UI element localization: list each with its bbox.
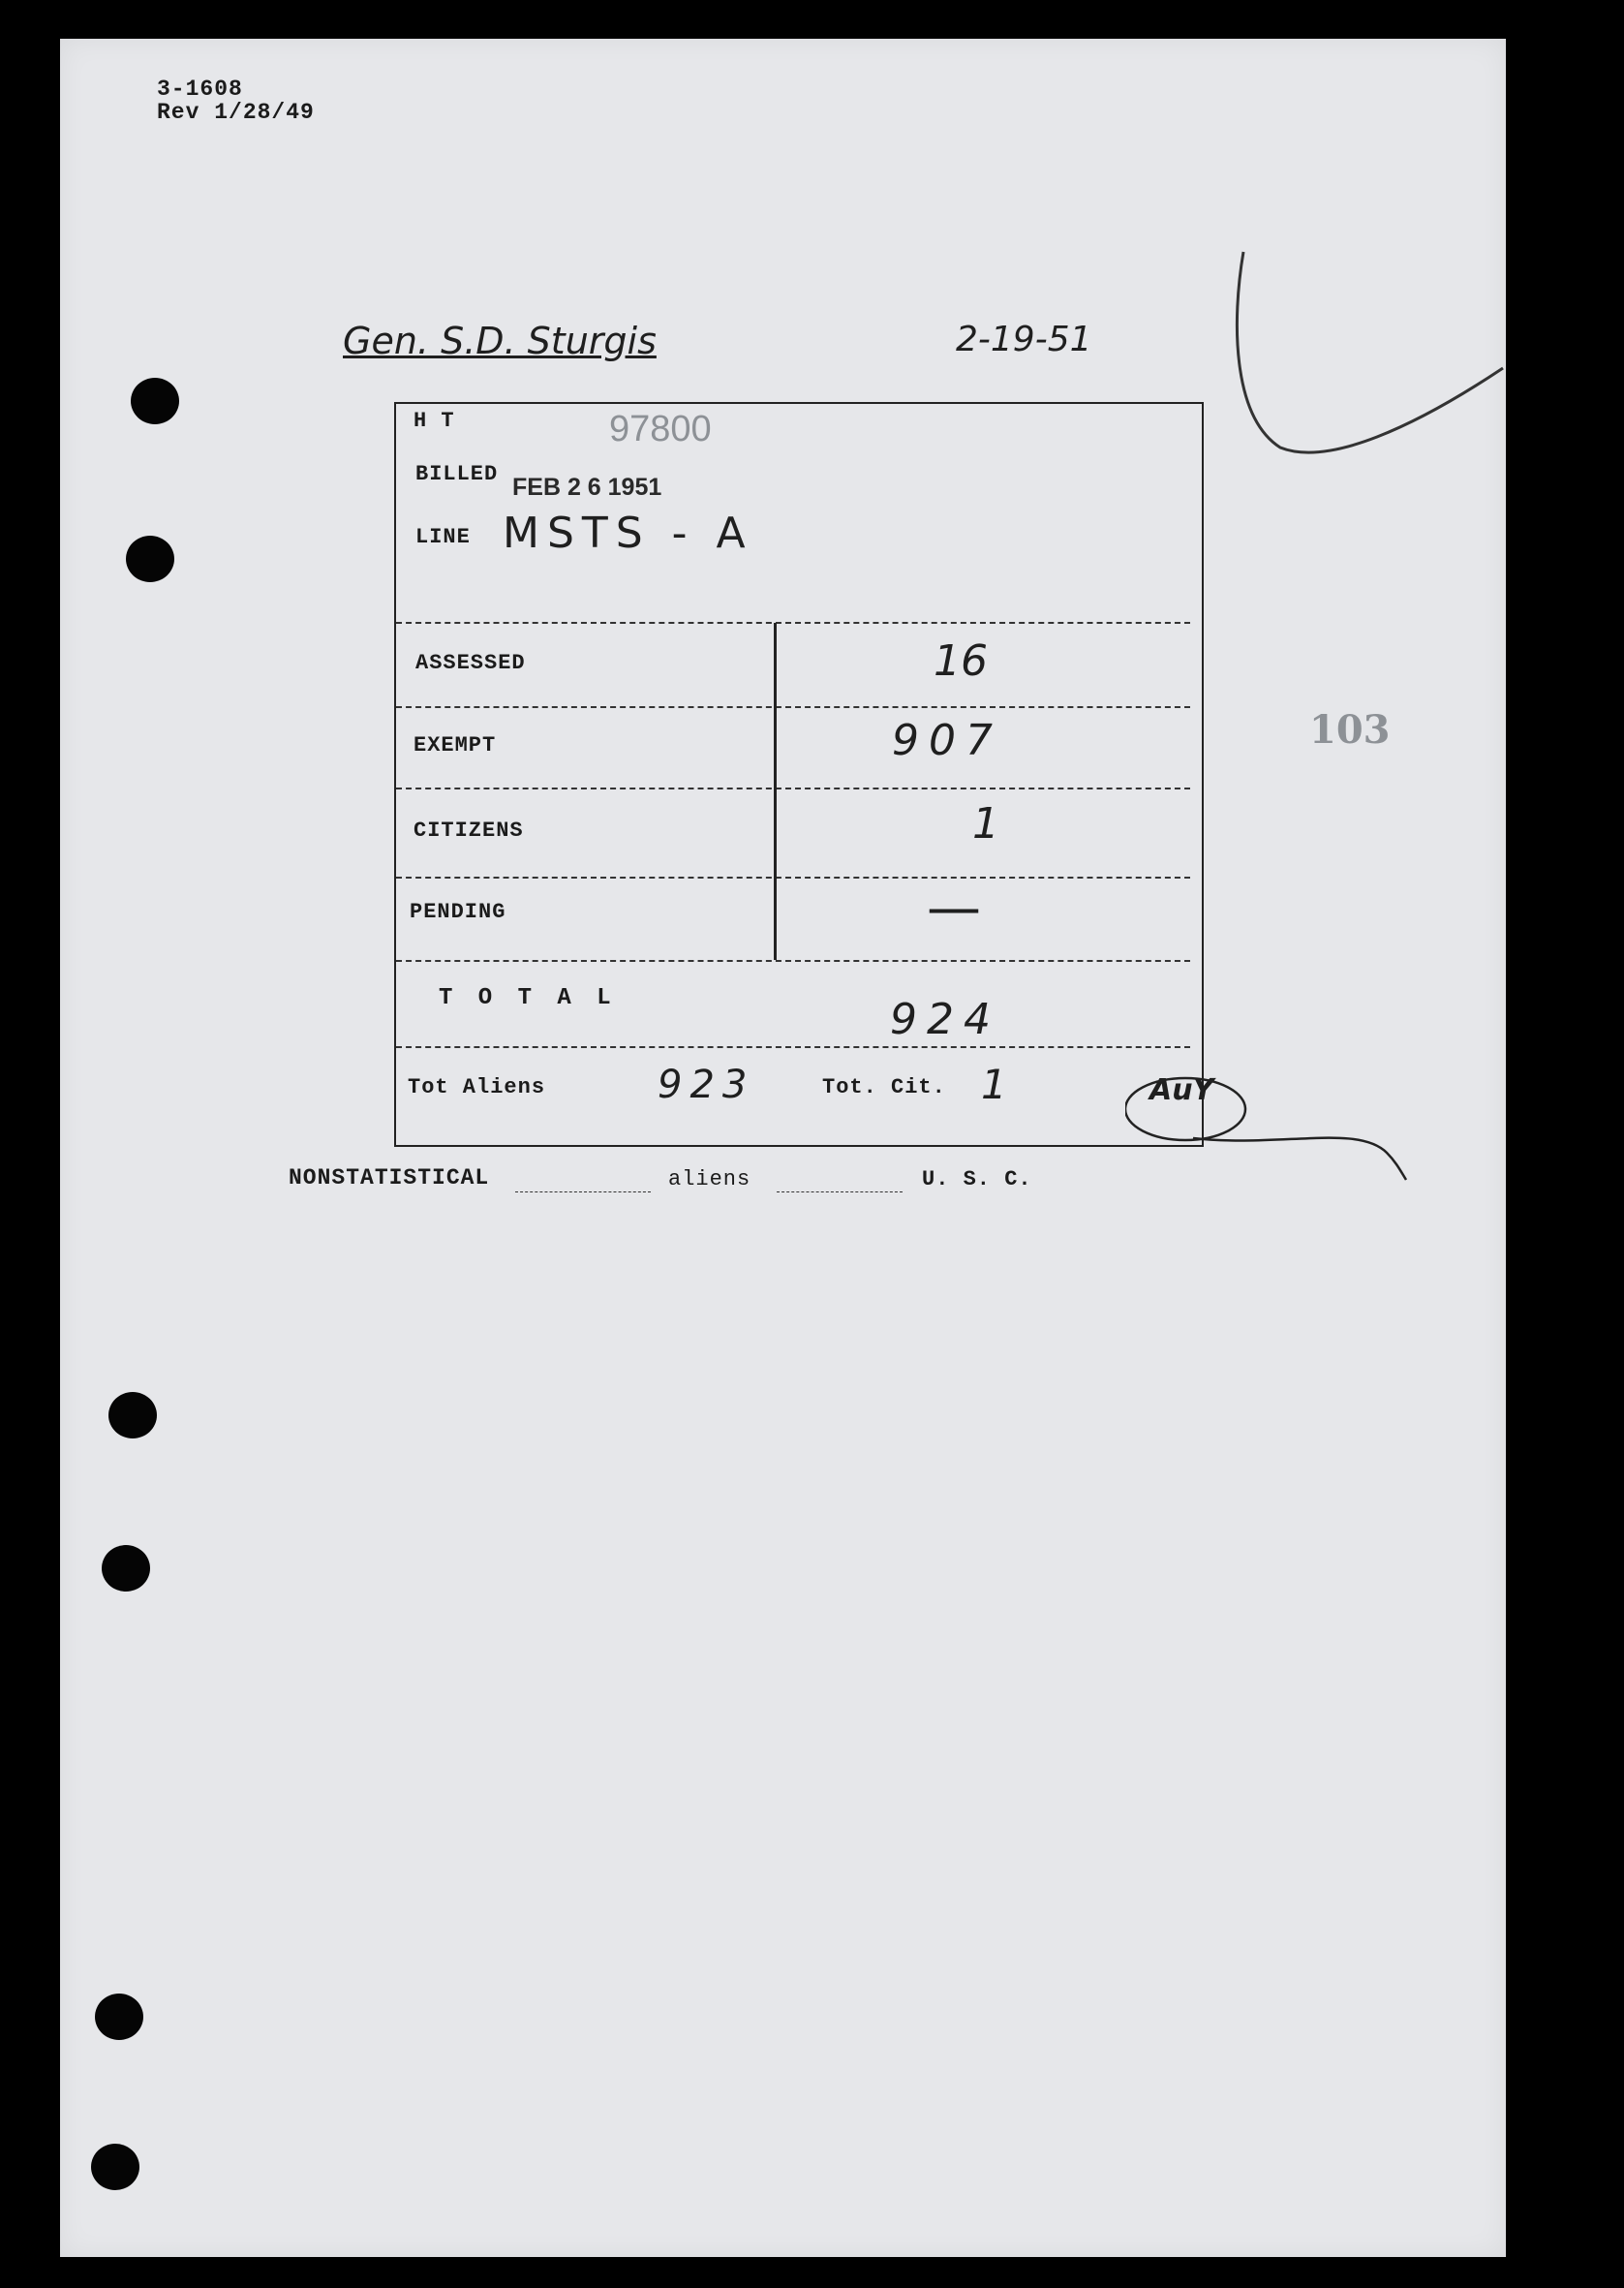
initials-stroke: [1125, 1066, 1455, 1182]
billed-label: BILLED: [415, 462, 499, 486]
divider: [396, 960, 1190, 962]
document-page: [60, 39, 1506, 2257]
row-exempt-value: 907: [892, 716, 1002, 765]
punch-hole: [102, 1545, 150, 1592]
row-exempt-label: EXEMPT: [414, 733, 497, 758]
total-value: 924: [890, 995, 1000, 1044]
statistics-form: [394, 402, 1204, 1147]
ht-value: 97800: [609, 409, 712, 449]
nonstatistical-aliens-label: aliens: [668, 1167, 751, 1191]
blank-line: [515, 1191, 651, 1192]
tot-aliens-value: 923: [658, 1063, 755, 1107]
divider: [396, 706, 1190, 708]
page-stamp: 103: [1309, 707, 1391, 753]
billed-date-stamp: FEB 2 6 1951: [512, 474, 662, 501]
tot-cit-label: Tot. Cit.: [822, 1075, 946, 1099]
tot-cit-value: 1: [981, 1061, 1007, 1108]
ht-label: H T: [414, 409, 455, 433]
row-pending-value: —: [927, 877, 981, 940]
line-value: MSTS - A: [503, 509, 753, 558]
divider: [396, 1046, 1190, 1048]
row-pending-label: PENDING: [410, 900, 506, 924]
punch-hole: [131, 378, 179, 424]
line-label: LINE: [415, 525, 471, 549]
row-assessed-value: 16: [934, 636, 988, 686]
form-number-code: 3-1608: [157, 77, 243, 102]
divider: [396, 622, 1190, 624]
pencil-mark: [1222, 203, 1513, 465]
nonstatistical-usc-label: U. S. C.: [922, 1167, 1032, 1191]
initials-mark: AuY: [1149, 1073, 1214, 1107]
vessel-name: Gen. S.D. Sturgis: [343, 320, 657, 362]
row-citizens-label: CITIZENS: [414, 819, 524, 843]
form-revision: Rev 1/28/49: [157, 100, 315, 125]
row-assessed-label: ASSESSED: [415, 651, 526, 675]
punch-hole: [95, 1994, 143, 2040]
punch-hole: [91, 2144, 139, 2190]
punch-hole: [126, 536, 174, 582]
form-number: [157, 77, 315, 124]
blank-line: [777, 1191, 903, 1192]
header-date: 2-19-51: [956, 320, 1092, 359]
punch-hole: [108, 1392, 157, 1438]
divider: [396, 877, 1190, 879]
tot-aliens-label: Tot Aliens: [408, 1075, 546, 1099]
divider: [396, 788, 1190, 789]
row-citizens-value: 1: [972, 799, 999, 849]
nonstatistical-label: NONSTATISTICAL: [289, 1165, 490, 1190]
column-divider: [774, 623, 777, 960]
total-label: T O T A L: [439, 985, 617, 1011]
